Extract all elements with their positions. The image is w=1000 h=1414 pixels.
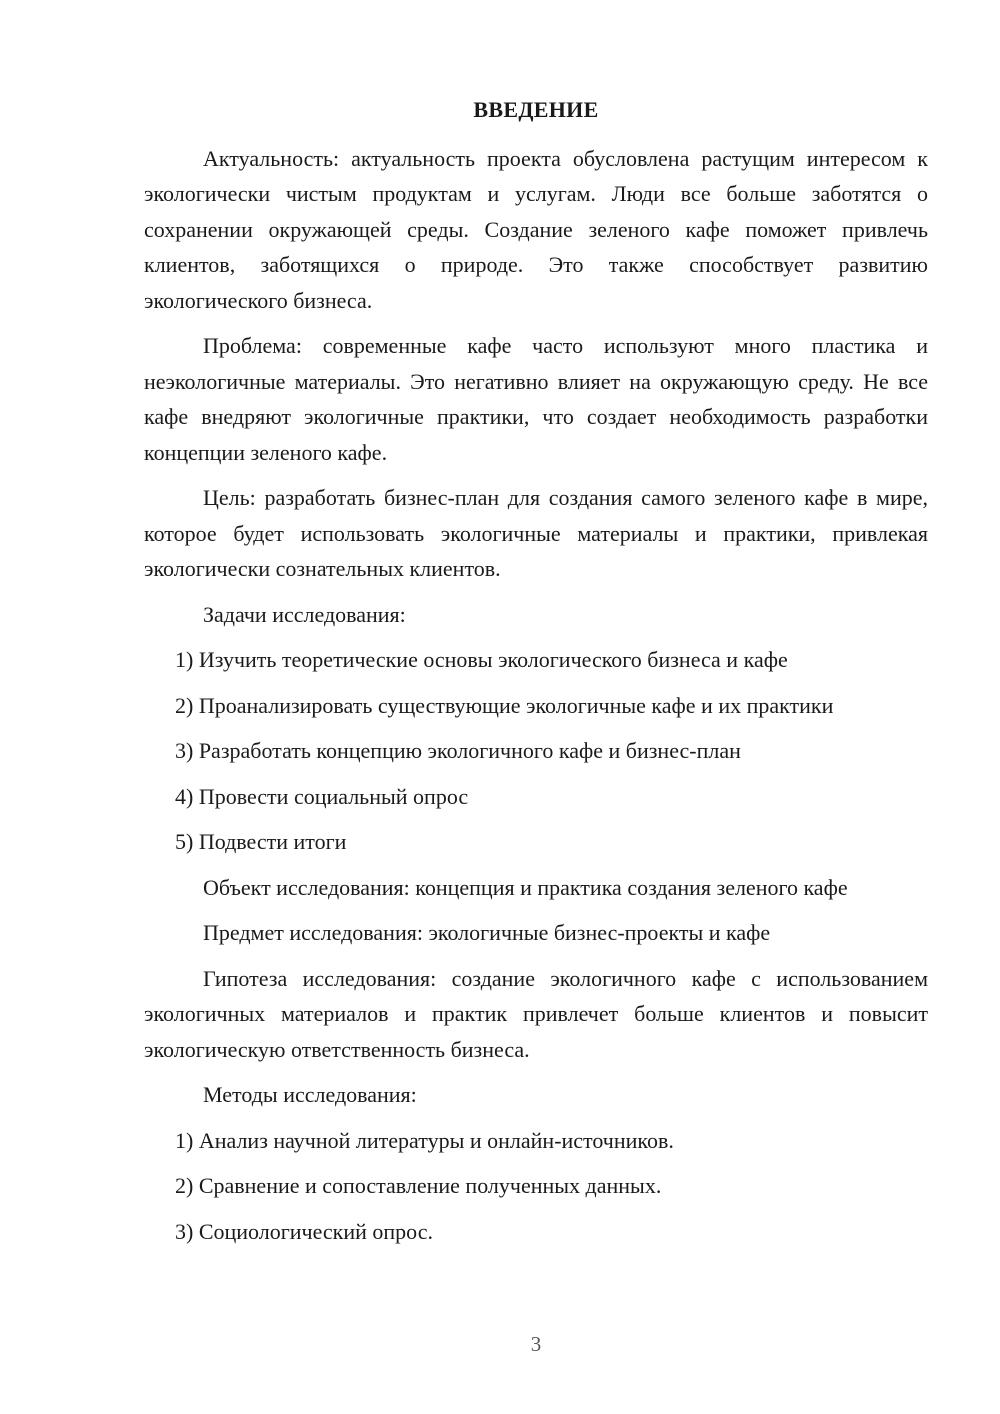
- paragraph-problem: Проблема: современные кафе часто используют много пластика и неэкологичные материалы. Это негативно влияет на окружающую среду. Не все кафе внедряют экологичные практики, что создает необходимость разработки концепции зеленого кафе.: [144, 333, 928, 465]
- list-item: 2) Сравнение и сопоставление полученных данных.: [175, 1173, 662, 1198]
- methods-heading: Методы исследования:: [203, 1082, 417, 1107]
- list-item: 4) Провести социальный опрос: [175, 783, 469, 809]
- list-item: 2) Проанализировать существующие экологичные кафе и их практики: [175, 692, 834, 718]
- page-content: [144, 92, 928, 1259]
- list-item: 3) Социологический опрос.: [175, 1218, 433, 1244]
- paragraph-subject: Предмет исследования: экологичные бизнес-проекты и кафе: [203, 920, 771, 945]
- tasks-list: [144, 642, 928, 860]
- paragraph-relevance: Актуальность: актуальность проекта обусловлена растущим интересом к экологически чистым продуктам и услугам. Люди все больше заботятся о сохранении окружающей среды. Создание зеленого кафе поможет привлечь клиентов, заботящихся о природе. Это также способствует развитию экологического бизнеса.: [144, 145, 928, 313]
- paragraph-hypothesis: Гипотеза исследования: создание экологичного кафе с использованием экологичных материалов и практик привлечет больше клиентов и повысит экологическую ответственность бизнеса.: [144, 965, 928, 1062]
- paragraph-goal: Цель: разработать бизнес-план для создания самого зеленого кафе в мире, которое будет использовать экологичные материалы и практики, привлекая экологически сознательных клиентов.: [144, 485, 928, 581]
- page-title: ВВЕДЕНИЕ: [473, 97, 599, 122]
- tasks-heading: Задачи исследования:: [203, 601, 406, 627]
- list-item: 5) Подвести итоги: [175, 829, 347, 854]
- page-number: 3: [530, 1332, 542, 1356]
- list-item: 1) Изучить теоретические основы экологического бизнеса и кафе: [175, 647, 788, 672]
- paragraph-object: Объект исследования: концепция и практика создания зеленого кафе: [203, 874, 848, 900]
- methods-list: [144, 1123, 928, 1250]
- list-item: 1) Анализ научной литературы и онлайн-источников.: [175, 1127, 674, 1153]
- list-item: 3) Разработать концепцию экологичного кафе и бизнес-план: [175, 738, 741, 763]
